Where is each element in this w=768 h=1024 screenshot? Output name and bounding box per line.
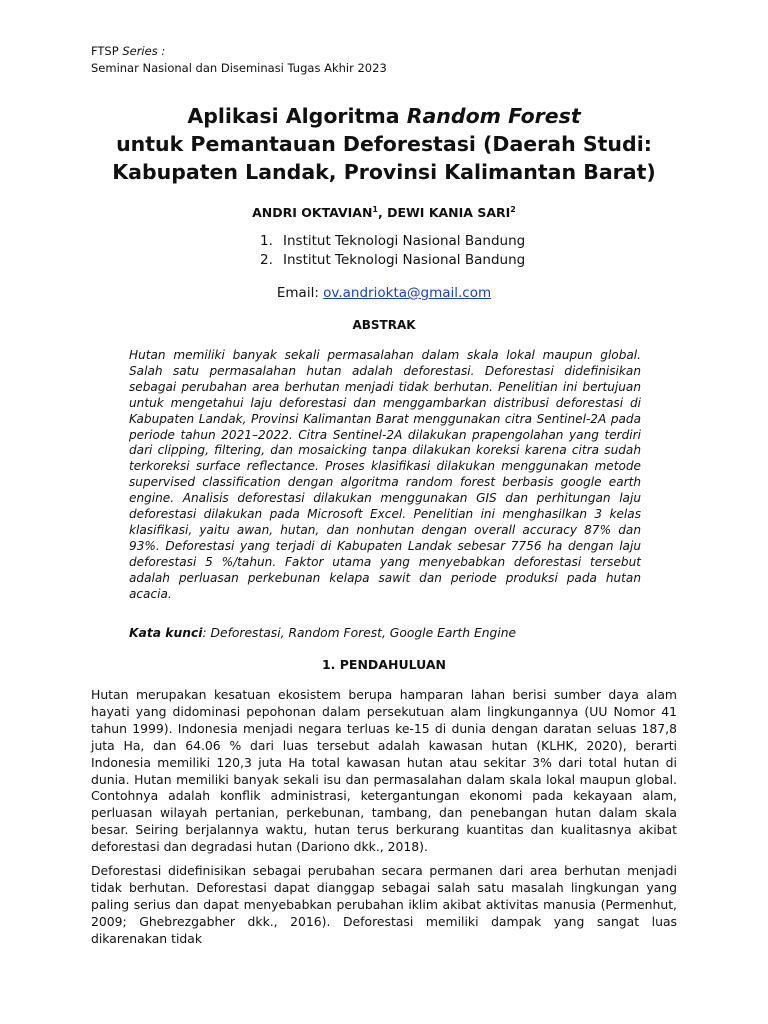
email-label: Email: [276,285,319,301]
body-paragraph-1: Hutan merupakan kesatuan ekosistem berupa hamparan lahan berisi sumber daya alam hayati yang didominasi pepohonan dalam persekutuan alam lingkungannya (UU Nomor 41 tahun 1999). Indonesia menjadi negara terluas ke-15 di dunia dengan daratan seluas 187,8 juta Ha, dan 64.06 % dari luas tersebut adalah kawasan hutan (KLHK, 2020), berarti Indonesia memiliki 120,3 juta Ha total kawasan hutan atau sekitar 3% dari total hutan di dunia. Hutan memiliki banyak sekali isu dan permasalahan dalam skala lokal maupun global. Contohnya adalah konflik administrasi, ketergantungan ekonomi pada kekayaan alam, perluasan wilayah pertanian, perkebunan, tambang, dan penebangan hutan dalam skala besar. Seiring berjalannya waktu, hutan terus berkurang kuantitas dan kualitasnya akibat deforestasi dan degradasi hutan (Dariono dkk., 2018). [91,687,677,855]
keywords-values: : Deforestasi, Random Forest, Google Earth Engine [202,626,517,640]
affiliation-item [260,232,525,251]
series-prefix: FTSP [91,44,119,58]
body-paragraph-2: Deforestasi didefinisikan sebagai perubahan secara permanen dari area berhutan menjadi tidak berhutan. Deforestasi dapat dianggap sebagai salah satu masalah lingkungan yang paling serius dan dapat menyebabkan perubahan iklim akibat aktivitas manusia (Permenhut, 2009; Ghebrezgabher dkk., 2016). Deforestasi memiliki dampak yang sangat luas dikarenakan tidak [91,863,677,946]
author-2: DEWI KANIA SARI [387,205,511,221]
series-line [91,43,387,60]
title-line-1-pre: Aplikasi Algoritma [187,104,400,128]
author-1-sup: 1 [372,205,378,214]
affiliation-number: 1. [260,233,273,249]
author-separator: , [378,205,388,221]
affiliation-list [260,232,525,270]
affiliation-name: Institut Teknologi Nasional Bandung [283,252,526,268]
paper-title [60,102,708,186]
title-line-3: Kabupaten Landak, Provinsi Kalimantan Barat) [112,160,656,184]
author-list [0,201,768,222]
keywords-label: Kata kunci [129,626,203,640]
abstract-text: Hutan memiliki banyak sekali permasalahan dalam skala lokal maupun global. Salah satu permasalahan hutan adalah deforestasi. Deforestasi didefinisikan sebagai perubahan area berhutan menjadi tidak berhutan. Penelitian ini bertujuan untuk mengetahui laju deforestasi dan menggambarkan distribusi deforestasi di Kabupaten Landak, Provinsi Kalimantan Barat menggunakan citra Sentinel-2A pada periode tahun 2021–2022. Citra Sentinel-2A dilakukan prapengolahan yang terdiri dari clipping, filtering, dan mosaicking tanpa dilakukan koreksi karena citra sudah terkoreksi surface reflectance. Proses klasifikasi dilakukan menggunakan metode supervised classification dengan algoritma random forest berbasis google earth engine. Analisis deforestasi dilakukan menggunakan GIS dan perhitungan laju deforestasi dilakukan pada Microsoft Excel. Penelitian ini menghasilkan 3 kelas klasifikasi, yaitu awan, hutan, dan nonhutan dengan overall accuracy 87% dan 93%. Deforestasi yang terjadi di Kabupaten Landak sebesar 7756 ha dengan laju deforestasi 5 %/tahun. Faktor utama yang menyebabkan deforestasi tersebut adalah perluasan perkebunan kelapa sawit dan periode produksi pada hutan acacia. [129,348,641,601]
title-line-1-italic: Random Forest [406,104,581,128]
email-line [0,284,768,303]
title-line-1 [60,102,708,130]
section-heading: 1. PENDAHULUAN [321,657,447,672]
title-line-2: untuk Pemantauan Deforestasi (Daerah Studi: [116,132,652,156]
keywords-line [129,625,649,641]
running-header [91,43,387,77]
affiliation-name: Institut Teknologi Nasional Bandung [283,233,526,249]
affiliation-item [260,251,525,270]
seminar-name: Seminar Nasional dan Diseminasi Tugas Akhir 2023 [91,61,387,75]
author-2-sup: 2 [510,205,516,214]
abstract-heading: ABSTRAK [352,318,416,332]
author-1: ANDRI OKTAVIAN [252,205,373,221]
affiliation-number: 2. [260,252,273,268]
series-label: Series : [122,44,166,58]
email-link[interactable]: ov.andriokta@gmail.com [323,285,492,301]
